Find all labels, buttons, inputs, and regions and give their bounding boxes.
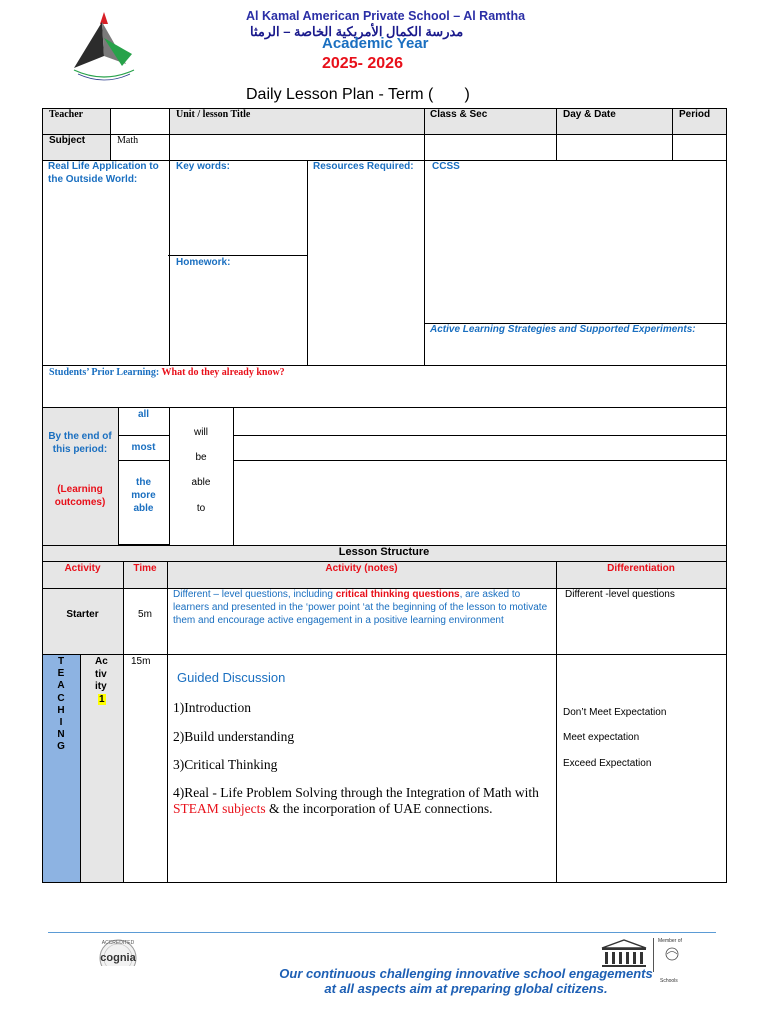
outcome-most-field[interactable] <box>234 436 726 460</box>
homework-label: Homework: <box>176 257 231 268</box>
diff-exceed: Exceed Expectation <box>563 758 652 769</box>
diff-dont-meet: Don’t Meet Expectation <box>563 707 667 718</box>
activity-number: 1 <box>99 693 105 705</box>
level-most: most <box>131 442 156 453</box>
motto-line-1: Our continuous challenging innovative school engagements <box>279 966 653 981</box>
level-all: all <box>137 409 150 420</box>
cognia-text: cognia <box>100 952 136 964</box>
be-text: be <box>195 452 207 463</box>
day-label: Day & Date <box>563 109 616 120</box>
period-field[interactable] <box>673 135 726 160</box>
starter-notes-highlight: critical thinking questions <box>335 589 460 600</box>
academic-year: 2025- 2026 <box>322 55 403 72</box>
unit-field[interactable] <box>170 135 424 160</box>
school-logo <box>68 8 140 82</box>
activity-1-label: Ac tiv ity 1 <box>95 656 108 705</box>
cognia-logo <box>88 936 148 966</box>
step-build-understanding: 2)Build understanding <box>173 729 295 744</box>
starter-activity-bg <box>42 588 123 654</box>
accredited-text: ACCREDITED <box>101 940 135 946</box>
key-words-label: Key words: <box>176 161 230 172</box>
learning-outcomes-label: (Learning outcomes) <box>54 484 106 508</box>
teacher-label: Teacher <box>49 109 84 120</box>
outcome-more-able-field[interactable] <box>234 461 726 544</box>
unit-label: Unit / lesson Title <box>176 109 251 120</box>
prior-learning-question: What do they already know? <box>161 367 285 378</box>
prior-learning <box>49 366 285 379</box>
starter-time: 5m <box>138 609 152 620</box>
step-introduction: 1)Introduction <box>173 700 251 715</box>
schools-text: Schools <box>660 978 678 984</box>
active-learning-label: Active Learning Strategies and Supported Experiments: <box>430 324 696 335</box>
ccss-label: CCSS <box>432 161 460 172</box>
step-real-life <box>173 785 553 816</box>
school-name-ar: مدرسة الكمال الأمريكية الخاصة – الرمثا <box>250 24 464 39</box>
resources-label: Resources Required: <box>313 161 414 172</box>
teacher-field[interactable] <box>111 109 169 134</box>
diff-meet: Meet expectation <box>563 732 640 743</box>
starter-label: Starter <box>66 609 99 620</box>
subject-value: Math <box>117 135 139 146</box>
academic-year-label: Academic Year <box>322 35 429 52</box>
network-icon <box>664 946 680 962</box>
unesco-text <box>606 952 642 958</box>
outcomes-bg <box>42 408 118 545</box>
class-field[interactable] <box>425 135 556 160</box>
step4-after: & the incorporation of UAE connections. <box>265 800 493 816</box>
class-label: Class & Sec <box>430 109 488 120</box>
step4-before: 4)Real - Life Problem Solving through the Integration of Math with <box>173 785 539 800</box>
col-notes: Activity (notes) <box>325 563 398 574</box>
subject-label: Subject <box>49 135 86 146</box>
school-name-en: Al Kamal American Private School – Al Ramtha <box>246 9 526 23</box>
col-time: Time <box>133 563 157 574</box>
able-text: able <box>191 477 211 488</box>
lesson-structure-title: Lesson Structure <box>338 546 430 558</box>
col-differentiation: Differentiation <box>607 563 675 574</box>
teaching-vertical-label: T E A C H I N G <box>57 656 65 753</box>
by-end-label: By the end of this period: <box>48 431 112 455</box>
outcome-all-field[interactable] <box>234 408 726 435</box>
will-text: will <box>194 427 208 438</box>
day-field[interactable] <box>557 135 672 160</box>
step4-highlight: STEAM subjects <box>173 800 266 816</box>
footer-divider <box>48 932 716 933</box>
starter-differentiation: Different -level questions <box>565 589 675 600</box>
starter-notes <box>173 588 553 627</box>
period-label: Period <box>679 109 711 120</box>
to-text: to <box>196 503 206 514</box>
plan-title: Daily Lesson Plan - Term ( ) <box>246 86 470 103</box>
footer-motto <box>236 966 696 996</box>
starter-notes-before: Different – level questions, including <box>173 589 336 600</box>
starter-notes-after: , are asked to learners and presented in the ‘power point ‘at the beginning of the lesson to motivate them and encourage active engagement in a positive learning environment <box>173 589 548 626</box>
guided-discussion: Guided Discussion <box>177 670 286 685</box>
step-critical-thinking: 3)Critical Thinking <box>173 757 278 772</box>
level-more-able: the more able <box>131 477 156 514</box>
member-of-text: Member of <box>658 938 682 944</box>
real-life-label: Real Life Application to the Outside World: <box>48 161 159 185</box>
col-activity: Activity <box>64 563 101 574</box>
teaching-time: 15m <box>131 656 151 667</box>
motto-line-2: at all aspects aim at preparing global citizens. <box>324 981 608 996</box>
prior-learning-label: Students’ Prior Learning: <box>49 367 162 378</box>
